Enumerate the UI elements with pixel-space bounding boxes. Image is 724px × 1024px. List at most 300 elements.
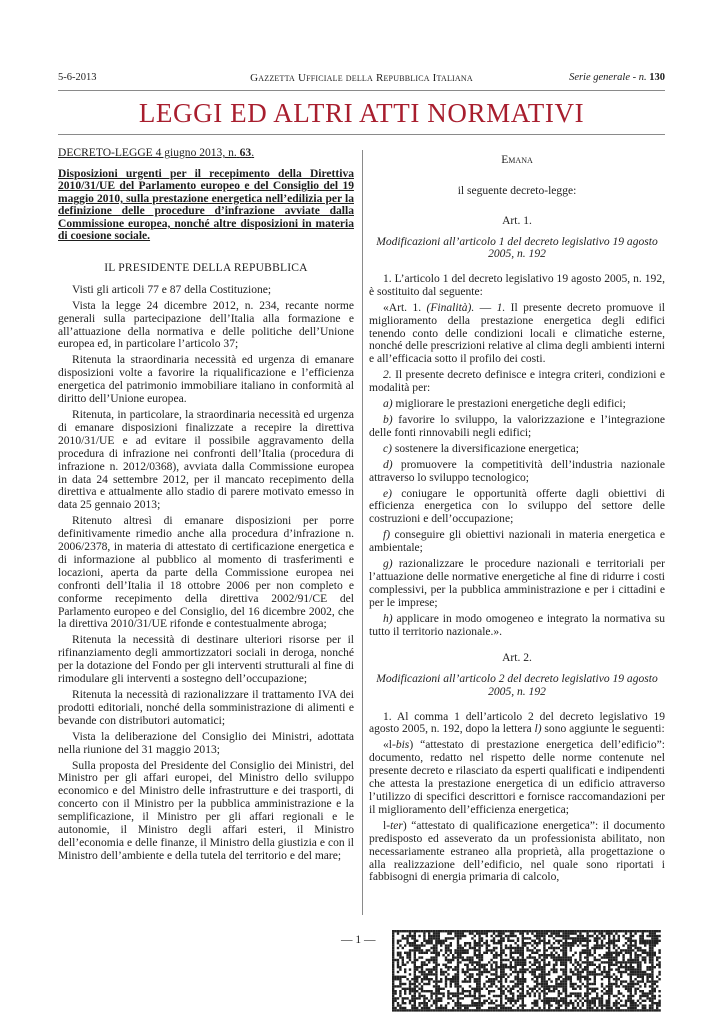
qr-cell	[469, 956, 471, 958]
qr-cell	[421, 973, 423, 975]
qr-cell	[433, 980, 435, 982]
qr-cell	[534, 1002, 536, 1004]
qr-cell	[558, 990, 560, 992]
qr-cell	[423, 978, 425, 980]
qr-cell	[433, 947, 435, 949]
qr-cell	[591, 935, 593, 937]
qr-cell	[534, 988, 536, 990]
qr-cell	[500, 983, 502, 985]
qr-cell	[606, 930, 608, 932]
qr-cell	[608, 942, 610, 944]
qr-cell	[608, 964, 610, 966]
qr-cell	[553, 971, 555, 973]
qr-cell	[478, 940, 480, 942]
qr-cell	[426, 1009, 428, 1011]
qr-cell	[462, 971, 464, 973]
qr-cell	[438, 1009, 440, 1011]
qr-cell	[505, 935, 507, 937]
qr-cell	[534, 1009, 536, 1011]
qr-cell	[414, 978, 416, 980]
qr-cell	[464, 964, 466, 966]
qr-cell	[512, 940, 514, 942]
qr-cell	[394, 1000, 396, 1002]
qr-cell	[519, 959, 521, 961]
qr-cell	[584, 1000, 586, 1002]
qr-cell	[423, 961, 425, 963]
qr-cell	[418, 1004, 420, 1006]
qr-cell	[426, 990, 428, 992]
qr-cell	[459, 930, 461, 932]
quote-dash: —	[474, 301, 497, 314]
qr-cell	[512, 959, 514, 961]
qr-cell	[402, 959, 404, 961]
qr-cell	[644, 952, 646, 954]
qr-cell	[548, 1004, 550, 1006]
qr-cell	[642, 959, 644, 961]
qr-cell	[466, 959, 468, 961]
qr-cell	[402, 961, 404, 963]
qr-cell	[512, 988, 514, 990]
qr-cell	[486, 952, 488, 954]
qr-cell	[507, 976, 509, 978]
qr-cell	[414, 942, 416, 944]
qr-cell	[517, 964, 519, 966]
qr-cell	[601, 985, 603, 987]
qr-cell	[428, 932, 430, 934]
qr-cell	[649, 959, 651, 961]
qr-cell	[510, 947, 512, 949]
qr-cell	[474, 942, 476, 944]
qr-cell	[536, 930, 538, 932]
qr-cell	[502, 940, 504, 942]
qr-cell	[579, 937, 581, 939]
qr-cell	[606, 1007, 608, 1009]
qr-cell	[457, 1002, 459, 1004]
qr-cell	[402, 1007, 404, 1009]
list-item	[369, 459, 665, 485]
recital-paragraph: Ritenuta la straordinaria necessità ed urgenza di emanare disposizioni volte a favorire la riqualificazione e l’efficienza energetica del patrimonio immobiliare italiano in conformità al diritto dell’Unione europea.	[58, 354, 354, 406]
qr-cell	[466, 971, 468, 973]
qr-cell	[646, 930, 648, 932]
qr-cell	[450, 992, 452, 994]
qr-cell	[447, 937, 449, 939]
qr-cell	[411, 1009, 413, 1011]
qr-cell	[445, 944, 447, 946]
qr-cell	[644, 949, 646, 951]
qr-cell	[558, 942, 560, 944]
qr-cell	[562, 964, 564, 966]
gazzetta-title: Gazzetta Ufficiale della Repubblica Italiana	[250, 72, 473, 84]
qr-cell	[457, 961, 459, 963]
qr-cell	[490, 1002, 492, 1004]
qr-cell	[406, 961, 408, 963]
qr-cell	[392, 959, 394, 961]
qr-cell	[637, 968, 639, 970]
qr-cell	[630, 952, 632, 954]
qr-cell	[594, 944, 596, 946]
qr-cell	[454, 968, 456, 970]
qr-cell	[517, 937, 519, 939]
qr-cell	[474, 990, 476, 992]
qr-cell	[639, 947, 641, 949]
qr-cell	[483, 985, 485, 987]
qr-cell	[541, 990, 543, 992]
qr-cell	[495, 971, 497, 973]
qr-cell	[536, 942, 538, 944]
qr-cell	[625, 988, 627, 990]
qr-cell	[440, 973, 442, 975]
qr-cell	[498, 980, 500, 982]
qr-cell	[546, 983, 548, 985]
qr-cell	[486, 935, 488, 937]
qr-cell	[548, 971, 550, 973]
qr-cell	[478, 995, 480, 997]
qr-cell	[411, 1000, 413, 1002]
qr-cell	[601, 961, 603, 963]
qr-cell	[543, 976, 545, 978]
qr-cell	[553, 988, 555, 990]
qr-cell	[500, 956, 502, 958]
qr-cell	[639, 985, 641, 987]
qr-cell	[433, 944, 435, 946]
qr-cell	[450, 985, 452, 987]
qr-cell	[634, 983, 636, 985]
qr-cell	[550, 968, 552, 970]
qr-cell	[577, 973, 579, 975]
list-letter: c)	[383, 442, 392, 455]
qr-cell	[495, 954, 497, 956]
qr-cell	[481, 1002, 483, 1004]
qr-cell	[478, 937, 480, 939]
qr-cell	[416, 940, 418, 942]
qr-cell	[462, 992, 464, 994]
qr-cell	[423, 937, 425, 939]
decreto-intro: il seguente decreto-legge:	[457, 184, 577, 197]
list-text: applicare in modo omogeneo e integrato la normativa su tutto il territorio nazionale.».	[369, 612, 665, 638]
qr-cell	[613, 947, 615, 949]
qr-cell	[586, 968, 588, 970]
qr-cell	[622, 961, 624, 963]
qr-cell	[478, 947, 480, 949]
qr-cell	[608, 966, 610, 968]
qr-cell	[536, 1000, 538, 1002]
qr-cell	[500, 935, 502, 937]
qr-cell	[570, 980, 572, 982]
qr-cell	[603, 937, 605, 939]
qr-cell	[630, 995, 632, 997]
qr-cell	[594, 964, 596, 966]
qr-cell	[658, 961, 660, 963]
qr-cell	[615, 944, 617, 946]
qr-cell	[510, 973, 512, 975]
qr-cell	[598, 937, 600, 939]
qr-cell	[613, 956, 615, 958]
qr-cell	[586, 942, 588, 944]
qr-cell	[543, 983, 545, 985]
qr-cell	[457, 954, 459, 956]
qr-cell	[423, 930, 425, 932]
qr-cell	[548, 990, 550, 992]
qr-cell	[435, 978, 437, 980]
qr-cell	[601, 1000, 603, 1002]
qr-cell	[560, 992, 562, 994]
qr-cell	[464, 959, 466, 961]
qr-cell	[529, 992, 531, 994]
qr-cell	[464, 935, 466, 937]
qr-cell	[421, 944, 423, 946]
qr-cell	[406, 997, 408, 999]
qr-cell	[565, 1009, 567, 1011]
qr-cell	[474, 930, 476, 932]
qr-cell	[586, 1000, 588, 1002]
qr-cell	[471, 959, 473, 961]
qr-cell	[632, 1004, 634, 1006]
qr-cell	[589, 949, 591, 951]
qr-cell	[630, 985, 632, 987]
qr-cell	[656, 937, 658, 939]
qr-cell	[435, 1000, 437, 1002]
qr-cell	[414, 959, 416, 961]
qr-cell	[642, 942, 644, 944]
qr-cell	[452, 992, 454, 994]
qr-cell	[541, 959, 543, 961]
qr-cell	[469, 961, 471, 963]
qr-cell	[651, 1009, 653, 1011]
qr-cell	[450, 942, 452, 944]
qr-cell	[625, 985, 627, 987]
qr-cell	[471, 1004, 473, 1006]
qr-cell	[517, 980, 519, 982]
qr-cell	[524, 995, 526, 997]
qr-cell	[462, 1004, 464, 1006]
qr-cell	[627, 952, 629, 954]
qr-cell	[651, 937, 653, 939]
qr-cell	[634, 1002, 636, 1004]
qr-cell	[490, 990, 492, 992]
qr-cell	[392, 985, 394, 987]
qr-cell	[421, 995, 423, 997]
qr-cell	[531, 988, 533, 990]
qr-cell	[565, 1007, 567, 1009]
qr-cell	[445, 1009, 447, 1011]
qr-cell	[471, 956, 473, 958]
qr-cell	[637, 1004, 639, 1006]
qr-cell	[637, 956, 639, 958]
qr-cell	[502, 966, 504, 968]
qr-cell	[478, 961, 480, 963]
qr-cell	[399, 990, 401, 992]
qr-cell	[411, 983, 413, 985]
qr-cell	[591, 961, 593, 963]
qr-cell	[555, 968, 557, 970]
qr-cell	[418, 956, 420, 958]
qr-cell	[394, 976, 396, 978]
qr-cell	[536, 976, 538, 978]
qr-cell	[594, 956, 596, 958]
qr-cell	[608, 947, 610, 949]
qr-cell	[399, 980, 401, 982]
qr-cell	[409, 935, 411, 937]
qr-cell	[546, 932, 548, 934]
qr-cell	[531, 964, 533, 966]
qr-cell	[476, 1002, 478, 1004]
qr-cell	[627, 1007, 629, 1009]
qr-cell	[618, 954, 620, 956]
qr-cell	[627, 937, 629, 939]
qr-cell	[402, 997, 404, 999]
qr-cell	[570, 959, 572, 961]
qr-cell	[498, 954, 500, 956]
qr-cell	[522, 980, 524, 982]
qr-cell	[596, 1007, 598, 1009]
qr-cell	[562, 937, 564, 939]
qr-cell	[570, 968, 572, 970]
qr-cell	[505, 988, 507, 990]
qr-cell	[582, 968, 584, 970]
qr-cell	[608, 1000, 610, 1002]
qr-cell	[558, 935, 560, 937]
qr-cell	[543, 966, 545, 968]
qr-cell	[522, 971, 524, 973]
qr-cell	[399, 976, 401, 978]
list-text: sostenere la diversificazione energetica;	[391, 442, 579, 455]
qr-cell	[392, 1004, 394, 1006]
qr-cell	[418, 944, 420, 946]
qr-cell	[433, 937, 435, 939]
qr-cell	[452, 968, 454, 970]
qr-cell	[500, 988, 502, 990]
qr-cell	[618, 966, 620, 968]
qr-cell	[454, 1002, 456, 1004]
qr-cell	[565, 961, 567, 963]
qr-cell	[423, 1009, 425, 1011]
qr-cell	[586, 940, 588, 942]
qr-cell	[416, 1007, 418, 1009]
qr-cell	[481, 940, 483, 942]
qr-cell	[488, 978, 490, 980]
qr-cell	[397, 997, 399, 999]
qr-cell	[606, 932, 608, 934]
qr-cell	[651, 964, 653, 966]
qr-cell	[510, 956, 512, 958]
qr-cell	[416, 968, 418, 970]
qr-cell	[654, 935, 656, 937]
qr-cell	[649, 997, 651, 999]
qr-cell	[601, 995, 603, 997]
qr-cell	[560, 949, 562, 951]
qr-cell	[481, 988, 483, 990]
qr-cell	[457, 952, 459, 954]
qr-cell	[399, 1004, 401, 1006]
qr-cell	[428, 1000, 430, 1002]
qr-cell	[464, 949, 466, 951]
qr-cell	[522, 968, 524, 970]
qr-cell	[447, 954, 449, 956]
qr-cell	[586, 961, 588, 963]
qr-cell	[522, 937, 524, 939]
qr-cell	[483, 1009, 485, 1011]
qr-cell	[634, 959, 636, 961]
qr-cell	[658, 1000, 660, 1002]
qr-cell	[570, 992, 572, 994]
qr-cell	[397, 971, 399, 973]
qr-cell	[555, 932, 557, 934]
qr-cell	[596, 947, 598, 949]
qr-cell	[406, 988, 408, 990]
qr-cell	[452, 956, 454, 958]
qr-cell	[433, 1009, 435, 1011]
lter-text: ) “attestato di qualificazione energetica”: il documento predisposto ed asseverato da un professionista abilitato, non necessariamente estraneo alla proprietà, alla progettazione o alla realizzazione dell’edificio, nel quale sono riportati i fabbisogni di energia primaria di calcolo,	[369, 819, 665, 884]
qr-cell	[440, 978, 442, 980]
qr-cell	[478, 971, 480, 973]
recital-paragraph: Ritenuto altresì di emanare disposizioni per porre definitivamente rimedio anche alla procedura d’infrazione n. 2006/2378, in materia di attestato di certificazione energetica e di informazione al pubblico al momento di trasferimenti e locazioni, aperta da parte della Commissione europea nei confronti dell’Italia il 18 ottobre 2006 per non completo e conforme recepimento della direttiva 2002/91/CE del Parlamento europeo e del Consiglio, del 16 dicembre 2002, che la direttiva 2010/31/UE rifonde e contestualmente abroga;	[58, 515, 354, 631]
qr-cell	[618, 961, 620, 963]
qr-cell	[474, 968, 476, 970]
qr-cell	[426, 964, 428, 966]
qr-cell	[414, 954, 416, 956]
qr-cell	[637, 976, 639, 978]
qr-cell	[634, 973, 636, 975]
qr-cell	[505, 1007, 507, 1009]
qr-cell	[649, 968, 651, 970]
qr-cell	[421, 930, 423, 932]
qr-cell	[478, 932, 480, 934]
qr-cell	[625, 980, 627, 982]
qr-cell	[560, 930, 562, 932]
qr-cell	[476, 932, 478, 934]
qr-cell	[644, 959, 646, 961]
qr-cell	[500, 992, 502, 994]
qr-cell	[622, 995, 624, 997]
qr-cell	[598, 1002, 600, 1004]
qr-cell	[644, 1000, 646, 1002]
qr-cell	[414, 988, 416, 990]
qr-cell	[601, 1004, 603, 1006]
qr-cell	[433, 1002, 435, 1004]
qr-cell	[642, 1009, 644, 1011]
qr-cell	[543, 949, 545, 951]
qr-cell	[615, 968, 617, 970]
series-label	[569, 71, 665, 85]
qr-cell	[584, 937, 586, 939]
qr-cell	[421, 1002, 423, 1004]
qr-cell	[565, 968, 567, 970]
qr-cell	[502, 968, 504, 970]
qr-cell	[522, 940, 524, 942]
qr-cell	[435, 973, 437, 975]
qr-cell	[493, 1009, 495, 1011]
qr-cell	[553, 937, 555, 939]
qr-cell	[500, 944, 502, 946]
qr-cell	[519, 992, 521, 994]
qr-cell	[450, 944, 452, 946]
qr-cell	[627, 985, 629, 987]
qr-cell	[579, 978, 581, 980]
qr-cell	[649, 1000, 651, 1002]
qr-cell	[406, 930, 408, 932]
qr-cell	[392, 932, 394, 934]
qr-cell	[594, 959, 596, 961]
qr-cell	[574, 937, 576, 939]
qr-cell	[435, 992, 437, 994]
qr-cell	[488, 949, 490, 951]
qr-cell	[447, 997, 449, 999]
qr-cell	[428, 937, 430, 939]
decree-line	[58, 147, 354, 160]
qr-cell	[433, 932, 435, 934]
qr-cell	[562, 942, 564, 944]
qr-cell	[404, 1009, 406, 1011]
